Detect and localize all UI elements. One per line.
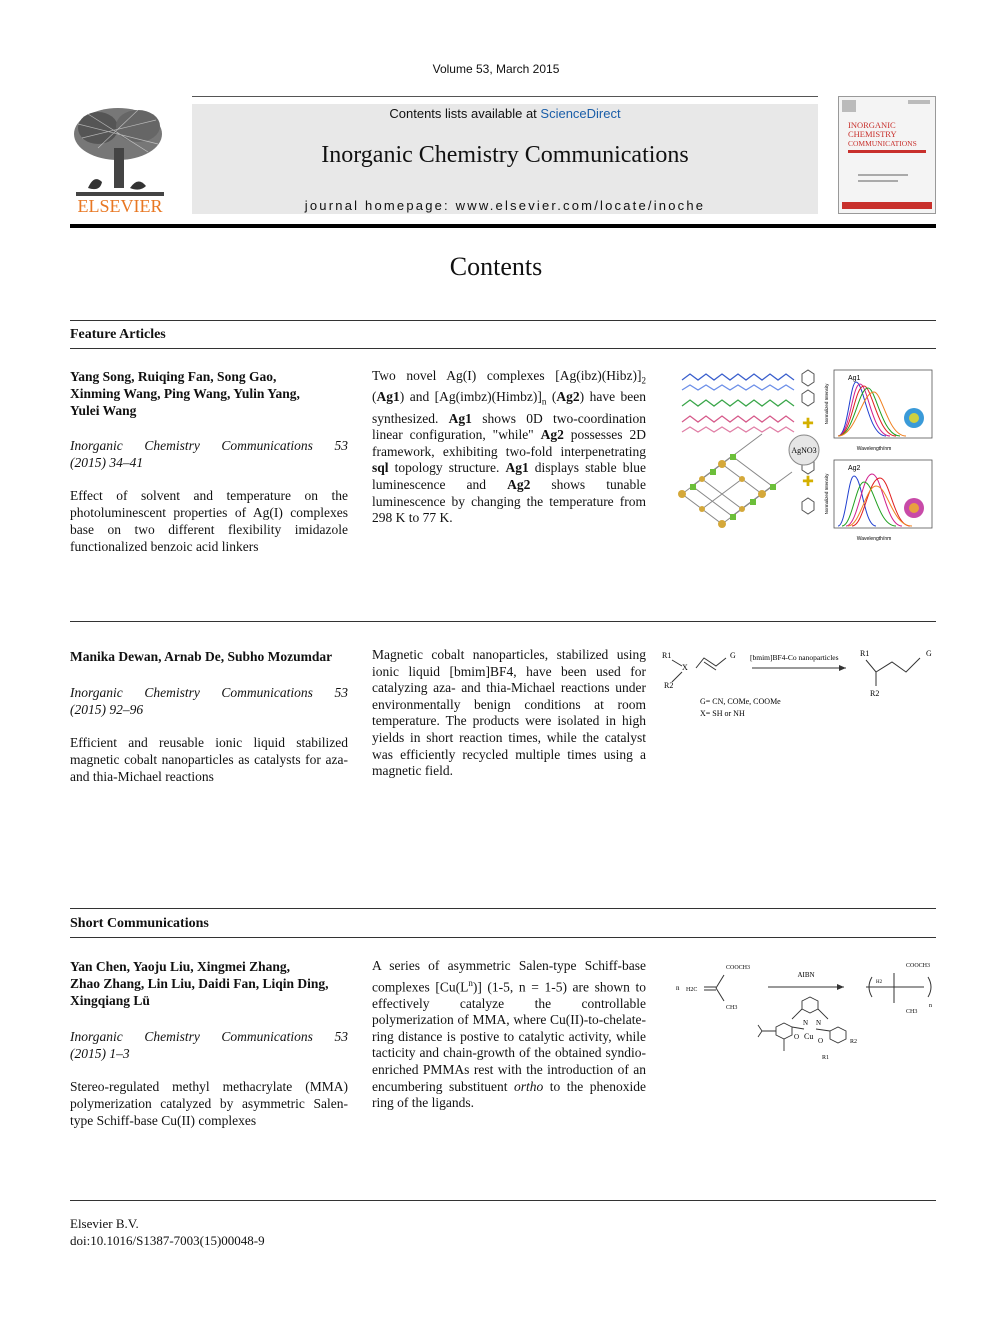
sciencedirect-link[interactable]: ScienceDirect [540,106,621,121]
article-1-graphical-abstract [676,362,938,546]
graphic-reagent-label: AgNO3 [791,446,817,455]
reactant-x-label: X [682,663,688,672]
cover-title-line-3: COMMUNICATIONS [848,139,917,148]
spectra-panel-2-label: Ag2 [848,465,861,472]
initiator-label: AIBN [797,971,815,979]
polymer-methyl-label: CH3 [906,1009,918,1015]
substituent-note-g: G= CN, COMe, COOMe [700,697,781,706]
article-3-citation-pages[interactable]: (2015) 1–3 [70,1046,130,1061]
journal-homepage[interactable]: journal homepage: www.elsevier.com/locate/inoche [304,198,706,213]
salen-n-left-label: N [803,1019,809,1027]
product-r2-label: R2 [870,689,880,698]
elsevier-wordmark: ELSEVIER [77,196,163,216]
elsevier-logo [68,104,172,216]
section-rule [70,937,936,938]
article-2-abstract: Magnetic cobalt nanoparticles, stabilized using ionic liquid [bmim]BF4, have been used for catalyzing aza- and thia-Michael reactions under environmentally benign conditions at room temperature. The products were isolated in high yields in short reaction times, while the catalyst was efficiently recycled multiple times using a magnetic field. [372,647,646,779]
section-rule [70,908,936,909]
journal-title: Inorganic Chemistry Communications [321,142,689,168]
footer-doi[interactable]: doi:10.1016/S1387-7003(15)00048-9 [70,1233,265,1248]
article-2-citation[interactable]: Inorganic Chemistry Communications 53 [70,685,348,700]
spectra-panel-2-ylabel: Normalized Intensity [824,473,829,515]
header-thick-rule [70,224,936,228]
salen-r2-label: R2 [850,1039,858,1045]
footer-rule [70,1200,936,1201]
article-1-abstract: Two novel Ag(I) complexes $[Ag(ibz)(Hibz)]_2$ (Ag1) and $[Ag(imbz)(Himbz)]_n$ (Ag2) have been synthesized. Ag1 shows 0D two-coordination linear configuration, "while" Ag2 possesses 2D framework, exhibiting two-fold interpenetrating sql topology structure. Ag1 displays stable blue luminescence and Ag2 shows tunable luminescence by changing the temperature from 298 K to 77 K. [372,368,647,526]
article-1-title[interactable]: Effect of solvent and temperature on the photoluminescent properties of Ag(I) complexes base on two different flexibility imidazole functionalized benzoic acid linkers [70,488,348,554]
article-3-citation[interactable]: Inorganic Chemistry Communications 53 [70,1029,348,1044]
monomer-methyl-label: CH3 [726,1005,738,1011]
reactant-r2-label: R2 [664,681,674,690]
spectra-panel-1-xlabel: Wavelength/nm [856,446,892,452]
article-2-graphical-abstract [660,644,940,724]
article-separator [70,621,936,622]
article-1-authors: Yang Song, Ruiqing Fan, Song Gao, Xinming Wang, Ping Wang, Yulin Yang, Yulei Wang [70,369,300,418]
section-rule [70,320,936,321]
contents-availability: Contents lists available at ScienceDirect [389,106,621,121]
salen-r1-label: R1 [822,1055,830,1061]
page-heading: Contents [449,252,543,281]
spectra-panel-1-ylabel: Normalized Intensity [824,383,829,425]
header-rule [192,96,818,97]
monomer-h2c-label: H2C [686,987,698,993]
salen-o-right-label: O [818,1037,824,1045]
section-title-feature: Feature Articles [70,327,166,342]
article-1-citation[interactable]: Inorganic Chemistry Communications 53 [70,438,348,453]
section-rule [70,348,936,349]
journal-cover-thumbnail [838,96,936,214]
svg-text:✚: ✚ [802,416,814,432]
polymer-repeat-label: n [929,1003,932,1009]
cover-title-line-2: CHEMISTRY [848,129,897,139]
product-r1-label: R1 [860,649,870,658]
reaction-arrow-label: [bmim]BF4-Co nanoparticles [750,653,839,662]
cover-title-line-1: INORGANIC [848,120,896,130]
article-2-title[interactable]: Efficient and reusable ionic liquid stabilized magnetic cobalt nanoparticles as catalysts for aza- and thia-Michael reactions [70,735,348,784]
elsevier-tree-icon [68,104,172,216]
article-3-title[interactable]: Stereo-regulated methyl methacrylate (MMA) polymerization catalyzed by asymmetric Salen-type Schiff-base Cu(II) complexes [70,1079,348,1128]
spectra-panel-2-xlabel: Wavelength/nm [856,536,892,542]
article-3-abstract: A series of asymmetric Salen-type Schiff-base complexes $[Cu(L^n)]$ (1-5, n = 1-5) are shown to effectively catalyze the controllable polymerization of MMA, where Cu(II)-to-chelate-ring distance is postive to catalytic activity, while tacticity and chain-growth of the obtained syndio-enriched PMMAs rest with the introduction of an encumbering substituent ortho to the phenoxide ring of the ligands. [372,958,646,1111]
article-2-citation-pages[interactable]: (2015) 92–96 [70,702,144,717]
salen-o-left-label: O [794,1033,800,1041]
section-title-short: Short Communications [70,916,209,931]
monomer-count-label: n [676,984,680,992]
polymer-ester-label: COOCH3 [906,963,931,969]
monomer-ester-label: COOCH3 [726,965,751,971]
footer-publisher: Elsevier B.V. [70,1216,139,1231]
spectra-panel-1-label: Ag1 [848,375,861,382]
svg-text:✚: ✚ [802,474,814,490]
salen-n-right-label: N [816,1019,822,1027]
product-g-label: G [926,649,932,658]
volume-line: Volume 53, March 2015 [432,62,560,76]
polymer-h2-label: H2 [876,980,883,985]
article-3-authors: Yan Chen, Yaoju Liu, Xingmei Zhang, Zhao Zhang, Lin Liu, Daidi Fan, Liqin Ding, Xingqiang Lü [70,959,329,1008]
reactant-r1-label: R1 [662,651,672,660]
article-3-graphical-abstract [672,955,938,1075]
article-2-authors: Manika Dewan, Arnab De, Subho Mozumdar [70,649,333,664]
substituent-note-x: X= SH or NH [700,709,745,718]
salen-metal-label: Cu [804,1032,814,1041]
article-1-citation-pages[interactable]: (2015) 34–41 [70,455,144,470]
reactant-g-label: G [730,651,736,660]
